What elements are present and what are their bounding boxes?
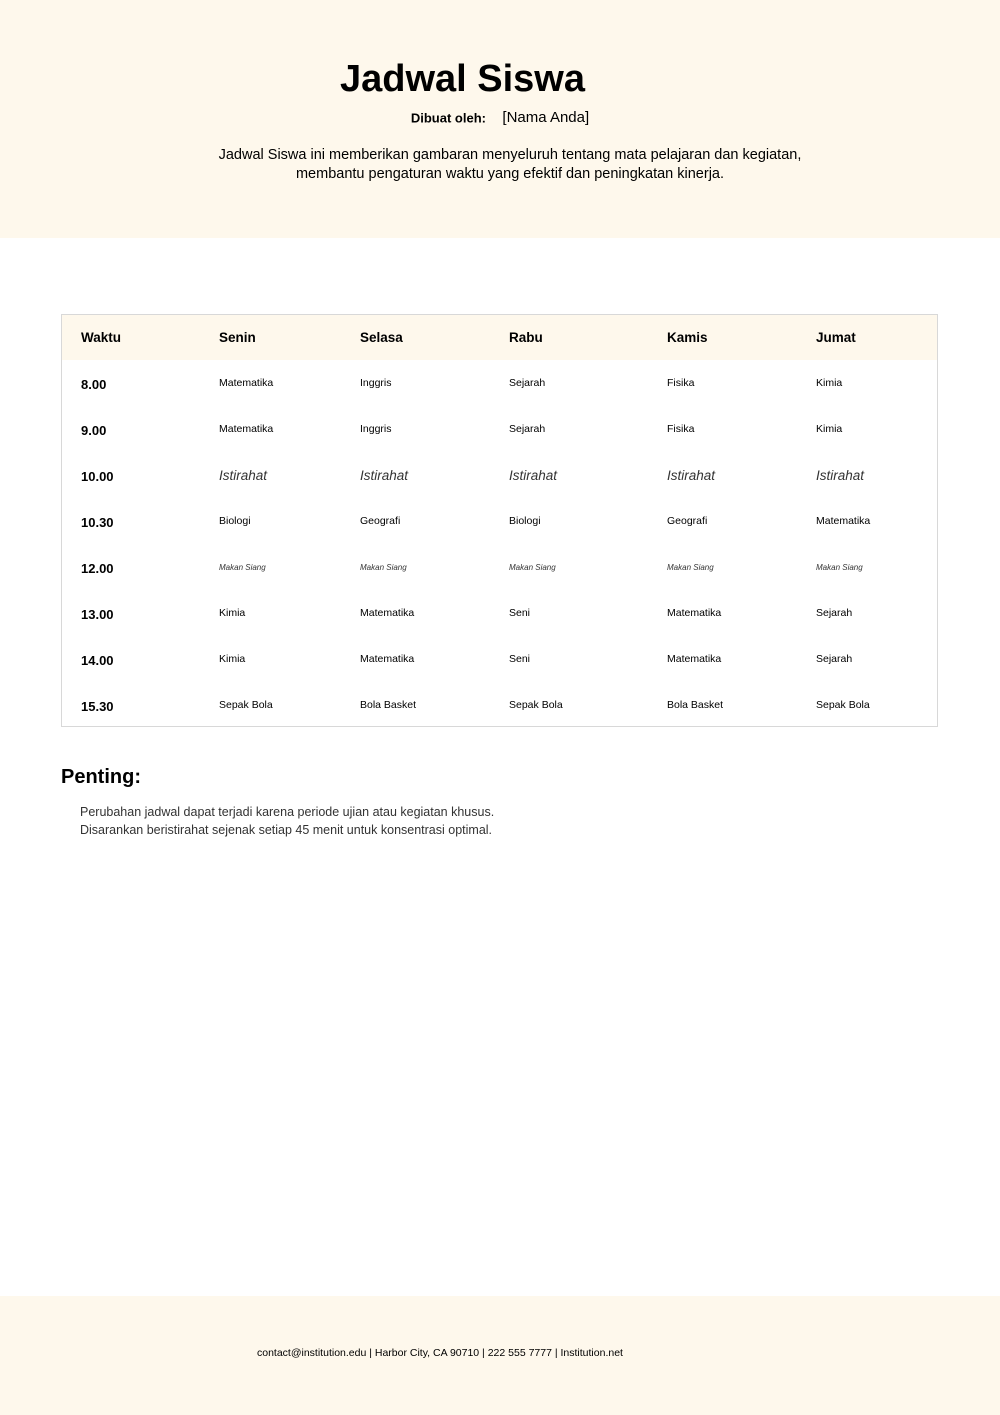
- subject-cell: Seni: [509, 653, 531, 665]
- subject-cell: Kimia: [816, 423, 843, 435]
- break-cell: Istirahat: [219, 467, 268, 483]
- subject-cell: Matematika: [360, 607, 415, 619]
- subject-cell: Matematika: [360, 653, 415, 665]
- subject-cell: Matematika: [219, 423, 274, 435]
- subject-cell: Geografi: [667, 515, 708, 527]
- author-value: [Nama Anda]: [502, 109, 590, 127]
- subject-cell: Sejarah: [816, 653, 853, 665]
- subject-cell: Matematika: [667, 607, 722, 619]
- subject-cell: Sejarah: [816, 607, 853, 619]
- column-header-waktu: Waktu: [81, 330, 121, 345]
- subject-cell: Sepak Bola: [219, 699, 273, 711]
- table-row: [62, 682, 937, 728]
- table-header-row: [62, 315, 937, 360]
- subject-cell: Matematika: [816, 515, 871, 527]
- table-row: [62, 590, 937, 636]
- contact-info: contact@institution.edu | Harbor City, CA 90710 | 222 555 7777 | Institution.net: [257, 1347, 623, 1359]
- column-header-senin: Senin: [219, 330, 256, 345]
- author-label: Dibuat oleh:: [410, 110, 486, 126]
- table-row: [62, 544, 937, 590]
- lunch-cell: Makan Siang: [219, 562, 266, 572]
- time-cell: 9.00: [81, 422, 107, 438]
- subject-cell: Geografi: [360, 515, 401, 527]
- time-cell: 14.00: [81, 652, 114, 668]
- column-header-jumat: Jumat: [816, 330, 856, 345]
- subject-cell: Inggris: [360, 377, 392, 389]
- table-row: [62, 452, 937, 498]
- column-header-rabu: Rabu: [509, 330, 543, 345]
- time-cell: 10.00: [81, 468, 114, 484]
- time-cell: 15.30: [81, 698, 114, 714]
- subject-cell: Fisika: [667, 377, 695, 389]
- time-cell: 8.00: [81, 376, 107, 392]
- table-row: [62, 636, 937, 682]
- schedule-table: [62, 315, 937, 728]
- column-header-kamis: Kamis: [667, 330, 708, 345]
- intro-text: [200, 146, 820, 184]
- subject-cell: Sejarah: [509, 423, 546, 435]
- subject-cell: Seni: [509, 607, 531, 619]
- break-cell: Istirahat: [360, 467, 409, 483]
- subject-cell: Bola Basket: [667, 699, 724, 711]
- subject-cell: Inggris: [360, 423, 392, 435]
- subject-cell: Sepak Bola: [816, 699, 870, 711]
- time-cell: 12.00: [81, 560, 114, 576]
- page-title: Jadwal Siswa: [339, 58, 585, 100]
- notes-title: Penting:: [61, 766, 141, 788]
- column-header-selasa: Selasa: [360, 330, 403, 345]
- table-row: [62, 498, 937, 544]
- break-cell: Istirahat: [667, 467, 716, 483]
- intro-line-2: membantu pengaturan waktu yang efektif dan peningkatan kinerja.: [295, 166, 725, 182]
- lunch-cell: Makan Siang: [360, 562, 407, 572]
- subject-cell: Fisika: [667, 423, 695, 435]
- subject-cell: Kimia: [219, 653, 246, 665]
- subject-cell: Matematika: [667, 653, 722, 665]
- break-cell: Istirahat: [509, 467, 558, 483]
- schedule-table-container: [61, 314, 938, 727]
- table-row: [62, 406, 937, 452]
- subject-cell: Biologi: [509, 515, 541, 527]
- byline: [0, 109, 1000, 127]
- table-row: [62, 360, 937, 406]
- subject-cell: Biologi: [219, 515, 251, 527]
- lunch-cell: Makan Siang: [816, 562, 863, 572]
- note-item: Disarankan beristirahat sejenak setiap 45 menit untuk konsentrasi optimal.: [80, 823, 493, 837]
- footer-band: [0, 1296, 1000, 1415]
- time-cell: 10.30: [81, 514, 114, 530]
- subject-cell: Sepak Bola: [509, 699, 563, 711]
- intro-line-1: Jadwal Siswa ini memberikan gambaran menyeluruh tentang mata pelajaran dan kegiatan,: [218, 147, 802, 163]
- subject-cell: Kimia: [219, 607, 246, 619]
- subject-cell: Kimia: [816, 377, 843, 389]
- lunch-cell: Makan Siang: [667, 562, 714, 572]
- note-item: Perubahan jadwal dapat terjadi karena periode ujian atau kegiatan khusus.: [80, 805, 495, 819]
- break-cell: Istirahat: [816, 467, 865, 483]
- subject-cell: Sejarah: [509, 377, 546, 389]
- time-cell: 13.00: [81, 606, 114, 622]
- lunch-cell: Makan Siang: [509, 562, 556, 572]
- notes-list: [80, 803, 494, 839]
- subject-cell: Matematika: [219, 377, 274, 389]
- subject-cell: Bola Basket: [360, 699, 417, 711]
- header-band: [0, 0, 1000, 238]
